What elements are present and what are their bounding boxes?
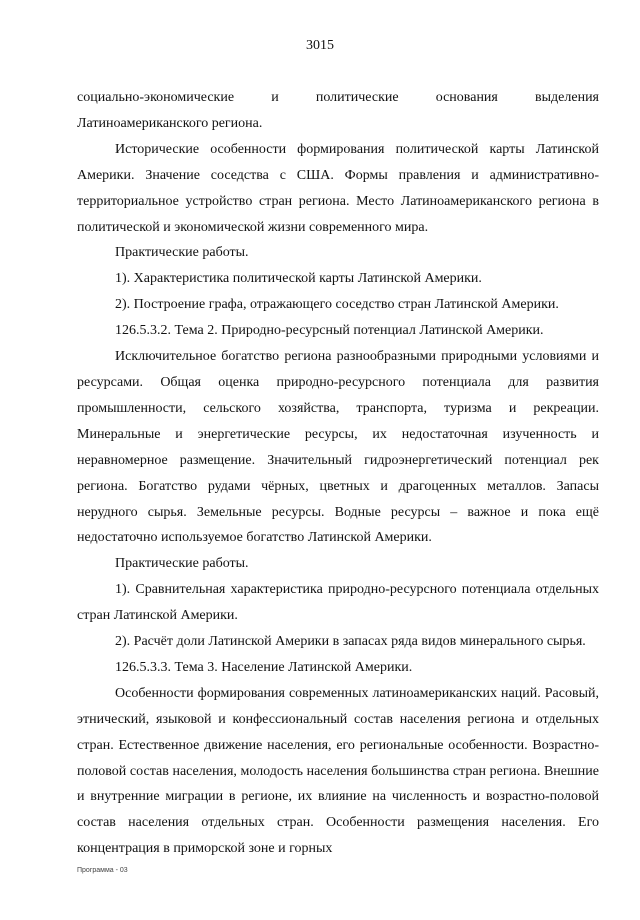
topic-heading: 126.5.3.2. Тема 2. Природно-ресурсный потенциал Латинской Америки. bbox=[115, 323, 544, 339]
paragraph: Исторические особенности формирования политической карты Латинской Америки. Значение соседства с США. Формы правления и административно-территориальное устройство стран региона. Место Латиноамериканского региона в политической и экономической жизни современного мира. bbox=[77, 141, 599, 235]
section-heading: Практические работы. bbox=[115, 245, 249, 261]
list-item: 1). Сравнительная характеристика природно-ресурсного потенциала отдельных стран Латинской Америки. bbox=[77, 582, 599, 624]
paragraph: социально-экономические и политические основания выделения Латиноамериканского региона. bbox=[77, 90, 599, 131]
footer-label: Программа - 03 bbox=[77, 867, 128, 874]
section-heading: Практические работы. bbox=[115, 556, 249, 572]
list-item: 2). Построение графа, отражающего соседство стран Латинской Америки. bbox=[115, 297, 559, 313]
topic-heading: 126.5.3.3. Тема 3. Население Латинской Америки. bbox=[115, 659, 413, 675]
document-body bbox=[77, 85, 599, 862]
page-number: 3015 bbox=[306, 38, 334, 53]
paragraph: Исключительное богатство региона разнообразными природными условиями и ресурсами. Общая оценка природно-ресурсного потенциала для развития промышленности, сельского хозяйства, транспорта, туризма и рекреации. Минеральные и энергетические ресурсы, их недостаточная изученность и неравномерное размещение. Значительный гидроэнергетический потенциал рек региона. Богатство рудами чёрных, цветных и драгоценных металлов. Запасы нерудного сырья. Земельные ресурсы. Водные ресурсы – важное и пока ещё недостаточно используемое богатство Латинской Америки. bbox=[77, 349, 599, 546]
paragraph: Особенности формирования современных латиноамериканских наций. Расовый, этнический, языковой и конфессиональный состав населения региона и отдельных стран. Естественное движение населения, его региональные особенности. Возрастно-половой состав населения, молодость населения большинства стран региона. Внешние и внутренние миграции в регионе, их влияние на численность и возрастно-половой состав населения отдельных стран. Особенности размещения населения. Его концентрация в приморской зоне и горных bbox=[77, 685, 599, 857]
list-item: 2). Расчёт доли Латинской Америки в запасах ряда видов минерального сырья. bbox=[115, 634, 586, 650]
list-item: 1). Характеристика политической карты Латинской Америки. bbox=[115, 271, 482, 287]
